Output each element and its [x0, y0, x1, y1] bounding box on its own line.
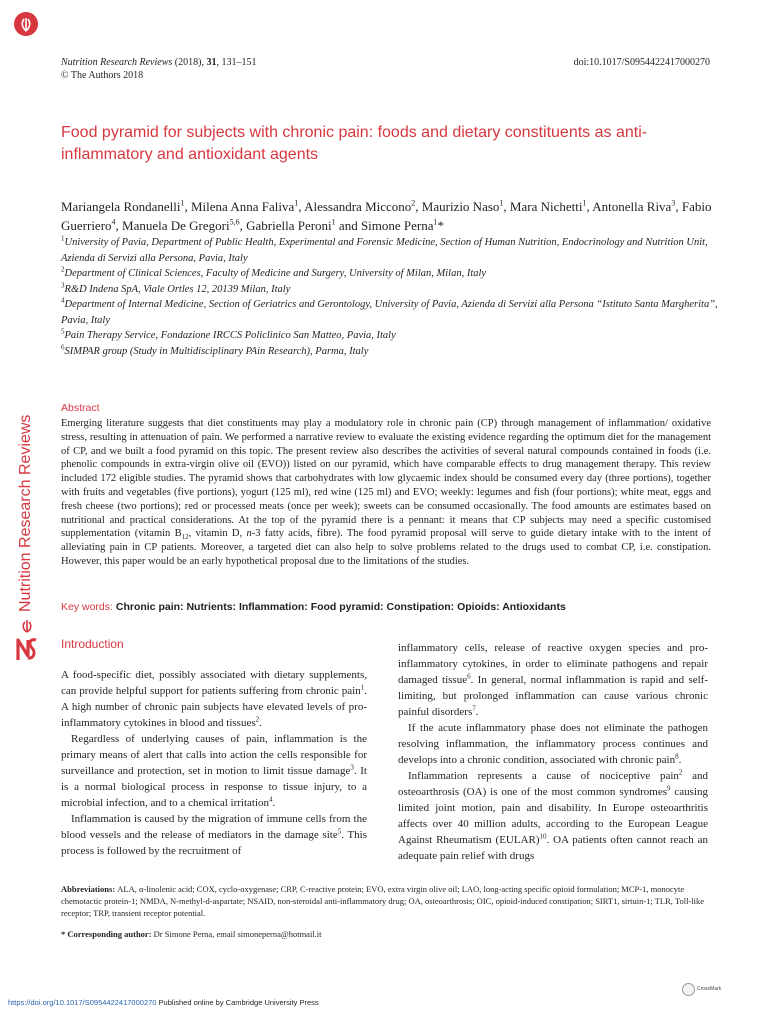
author-name: Manuela De Gregori — [122, 217, 230, 233]
paragraph-text: . It is a normal biological process in response to tissue injury, to a microbial infection, and to a chemical irritation — [61, 765, 367, 809]
paragraph-text: . This process is followed by the recruitment of — [61, 829, 367, 857]
affiliation-number: 6 — [61, 343, 65, 351]
abbreviations-text: ALA, α-linolenic acid; COX, cyclo-oxygenase; CRP, C-reactive protein; EVO, extra virgin olive oil; LAO, long-acting specific opioid formulation; MCP-1, monocyte chemotactic protein-1; NMDA, N-methyl-d-aspartate; NSAID, non-steroidal anti-inflammatory drug; OA, osteoarthrosis; OIC, opioid-induced constipation; SIRT1, sirtuin-1; TLR, Toll-like receptor; TRP, transient receptor potential. — [61, 884, 705, 918]
author-separator: , — [239, 217, 247, 233]
paragraph-text: A food-specific diet, possibly associated with dietary supplements, can provide helpful support for patients suffering from chronic pain — [61, 669, 367, 697]
abstract-text — [61, 417, 711, 569]
author-name: Simone Perna — [360, 217, 434, 233]
affiliation-item — [61, 297, 721, 328]
paragraph-text: and osteoarthrosis (OA) is one of the most common syndromes — [398, 770, 708, 798]
abstract-heading: Abstract — [61, 402, 100, 414]
crossmark-icon[interactable] — [682, 982, 722, 998]
author-affiliation-mark: 1 — [433, 217, 438, 227]
affiliation-number: 5 — [61, 327, 65, 336]
keywords — [61, 600, 721, 615]
citation-ref: 3 — [350, 763, 354, 772]
author-separator: , — [675, 199, 682, 214]
citation-ref: 1 — [360, 683, 365, 692]
affiliation-text: Department of Internal Medicine, Section of Geriatrics and Gerontology, University of Pavia, Azienda di Servizi alla Persona “Istituto Santa Margherita”, Pavia, Italy — [61, 299, 718, 326]
affiliation-item — [61, 344, 721, 360]
abstract-subscript: 12 — [181, 533, 189, 542]
body-paragraph — [61, 811, 367, 859]
affiliation-item — [61, 235, 721, 266]
affiliation-text: Department of Clinical Sciences, Faculty of Medicine and Surgery, University of Milan, Milan, Italy — [64, 268, 487, 279]
paragraph-text: . — [475, 706, 479, 718]
body-column-right — [398, 640, 708, 864]
body-paragraph — [398, 640, 708, 720]
author-separator: * — [437, 217, 445, 233]
citation-ref: 9 — [666, 784, 671, 793]
author-affiliation-mark: 1 — [582, 198, 587, 208]
keywords-text: Chronic pain: Nutrients: Inflammation: Food pyramid: Constipation: Opioids: Antioxidants — [115, 601, 566, 613]
abstract-part: , vitamin D, — [188, 528, 247, 540]
affiliation-text: SIMPAR group (Study in Multidisciplinary PAin Research), Parma, Italy — [64, 345, 369, 357]
ns-logo-icon — [14, 614, 40, 662]
affiliation-text: University of Pavia, Department of Public Health, Experimental and Forensic Medicine, Section of Human Nutrition, Endocrinology and Nutrition Unit, Azienda di Servizi alla Persona, Pavia, Italy — [61, 237, 708, 264]
body-column-left — [61, 667, 367, 859]
author-separator: , — [415, 199, 422, 214]
citation-year: (2018), — [172, 57, 207, 68]
paragraph-text: causing limited joint motion, pain and disability. In Europe osteoarthritis affects over 40 million adults, according to the European League Against Rheumatism (EULAR) — [398, 786, 708, 846]
author-separator: , — [503, 199, 510, 214]
affiliation-text: Pain Therapy Service, Fondazione IRCCS Policlinico San Matteo, Pavia, Italy — [64, 330, 396, 341]
paragraph-text: Inflammation represents a cause of nociceptive pain — [408, 770, 679, 782]
copyright-notice: © The Authors 2018 — [61, 70, 144, 81]
header-doi[interactable]: doi:10.1017/S0954422417000270 — [573, 57, 710, 68]
author-affiliation-mark: 4 — [111, 217, 116, 227]
abbreviations-label: Abbreviations: — [61, 884, 118, 894]
affiliation-number: 1 — [61, 234, 65, 243]
journal-name: Nutrition Research Reviews — [61, 57, 173, 68]
author-separator: , — [298, 199, 305, 214]
paragraph-text: . — [678, 754, 682, 766]
abstract-part: Emerging literature suggests that diet constituents may play a modulatory role in chronic pain (CP) through management of inflammation/ oxidative stress, resulting in attenuation of pain. We performed a narrative review to evaluate the existing evidence regarding the optimum diet for the management of CP, and we built a food pyramid on this topic. The present review also describes the activities of several natural compounds contained in foods (i.e. phenolic compounds in extra-virgin olive oil (EVO)) listed on our pyramid, which have comparable effects to drug management therapy. This review included 172 eligible studies. The pyramid shows that carbohydrates with low glycaemic index should be consumed every day (three portions), together with fruits and vegetables (five portions), yogurt (125 ml), red wine (125 ml) and EVO; weekly: legumes and fish (four portions); white meat, eggs and fresh cheese (two portions); red or processed meats (once per week); sweets can be consumed occasionally. The food amounts are estimates based on nutritional and practical considerations. At the top of the pyramid there is a pennant: it means that CP subjects may need a specific customised supplementation (vitamin B — [61, 418, 711, 540]
author-name: Mariangela Rondanelli — [61, 199, 181, 214]
author-name: Fabio Guerriero — [61, 199, 712, 233]
journal-citation — [61, 56, 256, 82]
journal-side-label-text: Nutrition Research Reviews — [17, 414, 34, 612]
body-paragraph — [398, 720, 708, 768]
affiliation-text: R&D Indena SpA, Viale Ortles 12, 20139 Milan, Italy — [64, 283, 291, 295]
author-list — [61, 198, 721, 235]
author-affiliation-mark: 1 — [294, 198, 299, 208]
citation-ref: 6 — [467, 672, 471, 681]
author-separator: , — [115, 217, 123, 233]
paragraph-text: If the acute inflammatory phase does not eliminate the pathogen resolving inflammation, the inflammatory process continues and develops into a chronic condition, associated with chronic pain — [398, 722, 708, 766]
crossmark-circle — [682, 983, 695, 996]
affiliation-number: 4 — [61, 296, 65, 305]
paragraph-text: . In general, normal inflammation is rapid and self-limiting, but prolonged inflammation can cause various chronic painful disorders — [398, 674, 708, 718]
author-name: Milena Anna Faliva — [191, 199, 295, 214]
citation-ref: 2 — [255, 715, 260, 724]
affiliation-list — [61, 235, 721, 359]
author-separator: , — [184, 199, 191, 214]
author-name: Alessandra Miccono — [304, 199, 412, 214]
correspondence-note — [61, 928, 711, 940]
author-affiliation-mark: 1 — [331, 217, 336, 227]
author-separator: and — [335, 217, 361, 233]
citation-ref: 2 — [678, 768, 683, 777]
open-access-icon — [14, 12, 38, 36]
footer-published: Published online by Cambridge University Press — [156, 998, 319, 1007]
body-paragraph — [398, 768, 708, 864]
author-name: Maurizio Naso — [421, 199, 500, 214]
abstract-part: -3 fatty acids, fibre). The food pyramid proposal will serve to guide dietary intake with to the intent of alleviating pain in CP patients. Moreover, a targeted diet can also help to solve problems related to the drugs used to combat CP, i.e. constipation. However, this paper would be an early hypothetical proposal due to the limitations of the studies. — [61, 528, 712, 567]
citation-ref: 10 — [539, 832, 547, 841]
author-affiliation-mark: 3 — [671, 198, 676, 208]
section-heading-introduction: Introduction — [61, 637, 124, 651]
body-paragraph — [61, 667, 367, 731]
author-separator: , — [586, 199, 593, 214]
paragraph-text: . — [272, 797, 276, 809]
author-affiliation-mark: 1 — [499, 198, 504, 208]
affiliation-item — [61, 282, 721, 298]
body-paragraph — [61, 731, 367, 811]
paragraph-text: . OA patients often cannot reach an adequate pain relief with drugs — [398, 834, 708, 862]
affiliation-number: 2 — [61, 265, 65, 274]
article-title: Food pyramid for subjects with chronic pain: foods and dietary constituents as anti-inflammatory and antioxidant agents — [61, 124, 648, 163]
citation-volume: 31 — [206, 57, 217, 68]
paragraph-text: inflammatory cells, release of reactive oxygen species and pro-inflammatory cytokines, in order to eliminate pathogens and repair damaged tissue — [398, 642, 708, 686]
keywords-label: Key words: — [61, 601, 116, 613]
citation-pages: , 131–151 — [216, 57, 257, 68]
citation-ref: 8 — [675, 752, 679, 761]
citation-ref: 4 — [269, 795, 273, 804]
correspondence-label: * Corresponding author: — [61, 929, 154, 939]
citation-ref: 5 — [337, 827, 342, 836]
paragraph-text: . A high number of chronic pain subjects have elevated levels of pro-inflammatory cytokines in blood and tissues — [61, 685, 367, 729]
paragraph-text: . — [259, 717, 262, 729]
paragraph-text: Inflammation is caused by the migration of immune cells from the blood vessels and the release of mediators in the damage site — [61, 813, 367, 841]
author-name: Gabriella Peroni — [246, 217, 332, 233]
author-affiliation-mark: 1 — [180, 198, 185, 208]
crossmark-label: CrossMark — [697, 986, 722, 992]
journal-side-label — [14, 372, 38, 612]
affiliation-item — [61, 328, 721, 344]
author-name: Mara Nichetti — [509, 199, 583, 214]
affiliation-number: 3 — [61, 281, 65, 289]
correspondence-text: Dr Simone Perna, email simoneperna@hotmail.it — [153, 929, 322, 939]
abbreviations-note — [61, 883, 711, 919]
affiliation-item — [61, 266, 721, 282]
abstract-italic: n — [246, 528, 252, 540]
author-name: Antonella Riva — [592, 199, 672, 214]
citation-ref: 7 — [472, 704, 476, 713]
footer-doi-link[interactable]: https://doi.org/10.1017/S0954422417000270 — [8, 998, 157, 1007]
paragraph-text: Regardless of underlying causes of pain, inflammation is the primary means of alert that calls into action the cells responsible for surveillance and protection, set in motion to limit tissue damage — [61, 733, 367, 777]
author-affiliation-mark: 2 — [411, 198, 416, 208]
author-affiliation-mark: 5,6 — [229, 217, 240, 227]
footer-doi — [8, 998, 319, 1007]
